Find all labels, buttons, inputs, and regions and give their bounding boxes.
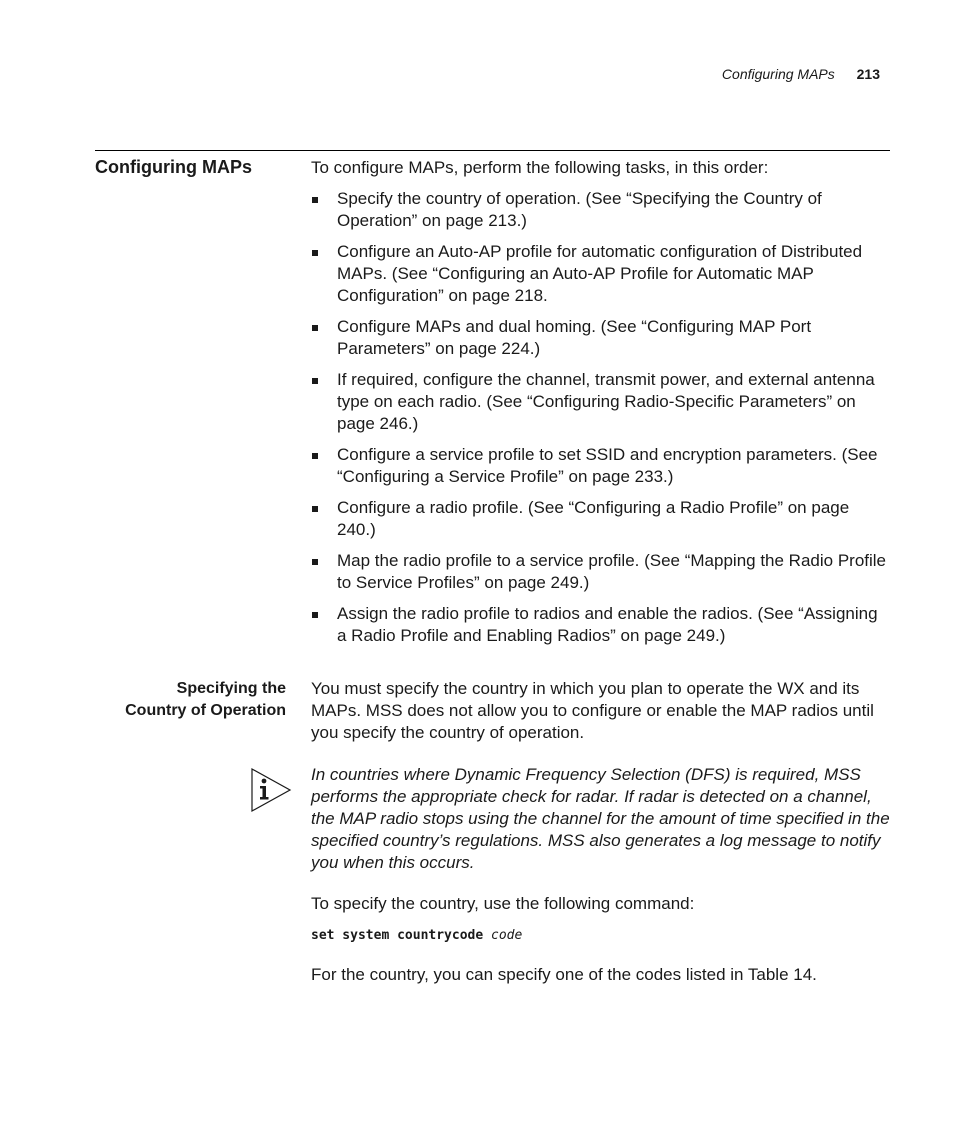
list-item xyxy=(311,369,891,435)
list-item-text: Configure a radio profile. (See “Configuring a Radio Profile” on page 240.) xyxy=(337,498,850,539)
heading-line: Specifying the xyxy=(176,680,286,697)
list-item-text: Assign the radio profile to radios and enable the radios. (See “Assigning a Radio Profile and Enabling Radios” on page 249.) xyxy=(337,604,878,645)
section-intro: To configure MAPs, perform the following tasks, in this order: xyxy=(311,158,769,177)
list-item xyxy=(311,316,891,360)
bullet-icon xyxy=(312,197,318,203)
bullet-icon xyxy=(312,559,318,565)
bullet-icon xyxy=(312,250,318,256)
bullet-icon xyxy=(312,612,318,618)
dfs-note: In countries where Dynamic Frequency Selection (DFS) is required, MSS performs the appropriate check for radar. If radar is detected on a channel, the MAP radio stops using the channel for the amount of time specified in the specified country’s regulations. MSS also generates a log message to notify you when this occurs. xyxy=(311,765,890,872)
command-argument: code xyxy=(491,928,523,943)
heading-line: Country of Operation xyxy=(125,702,286,719)
list-item xyxy=(311,444,891,488)
command-intro: To specify the country, use the following command: xyxy=(311,894,695,913)
running-header-title: Configuring MAPs xyxy=(721,66,835,82)
command-syntax xyxy=(311,926,522,946)
section-heading-country-of-operation xyxy=(95,678,286,722)
list-item xyxy=(311,497,891,541)
running-header xyxy=(722,66,880,82)
list-item xyxy=(311,550,891,594)
command-keyword: set system countrycode xyxy=(311,928,484,943)
country-paragraph: You must specify the country in which you plan to operate the WX and its MAPs. MSS does not allow you to configure or enable the MAP radios until you specify the country of operation. xyxy=(311,679,874,742)
list-item-text: Map the radio profile to a service profile. (See “Mapping the Radio Profile to Service Profiles” on page 249.) xyxy=(337,551,887,592)
closing-paragraph: For the country, you can specify one of the codes listed in Table 14. xyxy=(311,965,817,984)
info-note-icon xyxy=(250,767,292,813)
list-item xyxy=(311,188,891,232)
bullet-icon xyxy=(312,378,318,384)
bullet-icon xyxy=(312,453,318,459)
list-item-text: Specify the country of operation. (See “Specifying the Country of Operation” on page 213.) xyxy=(337,189,822,230)
list-item-text: Configure MAPs and dual homing. (See “Configuring MAP Port Parameters” on page 224.) xyxy=(337,317,812,358)
list-item-text: If required, configure the channel, transmit power, and external antenna type on each radio. (See “Configuring Radio-Specific Parameters” on page 246.) xyxy=(337,370,875,433)
list-item-text: Configure a service profile to set SSID and encryption parameters. (See “Configuring a Service Profile” on page 233.) xyxy=(337,445,878,486)
bullet-icon xyxy=(312,506,318,512)
list-item xyxy=(311,241,891,307)
section-heading-configuring-maps: Configuring MAPs xyxy=(95,157,252,177)
list-item-text: Configure an Auto-AP profile for automatic configuration of Distributed MAPs. (See “Configuring an Auto-AP Profile for Automatic MAP Configuration” on page 218. xyxy=(337,242,863,305)
section-divider xyxy=(95,150,890,151)
bullet-icon xyxy=(312,325,318,331)
task-list xyxy=(311,188,891,656)
list-item xyxy=(311,603,891,647)
page-number: 213 xyxy=(856,66,880,82)
